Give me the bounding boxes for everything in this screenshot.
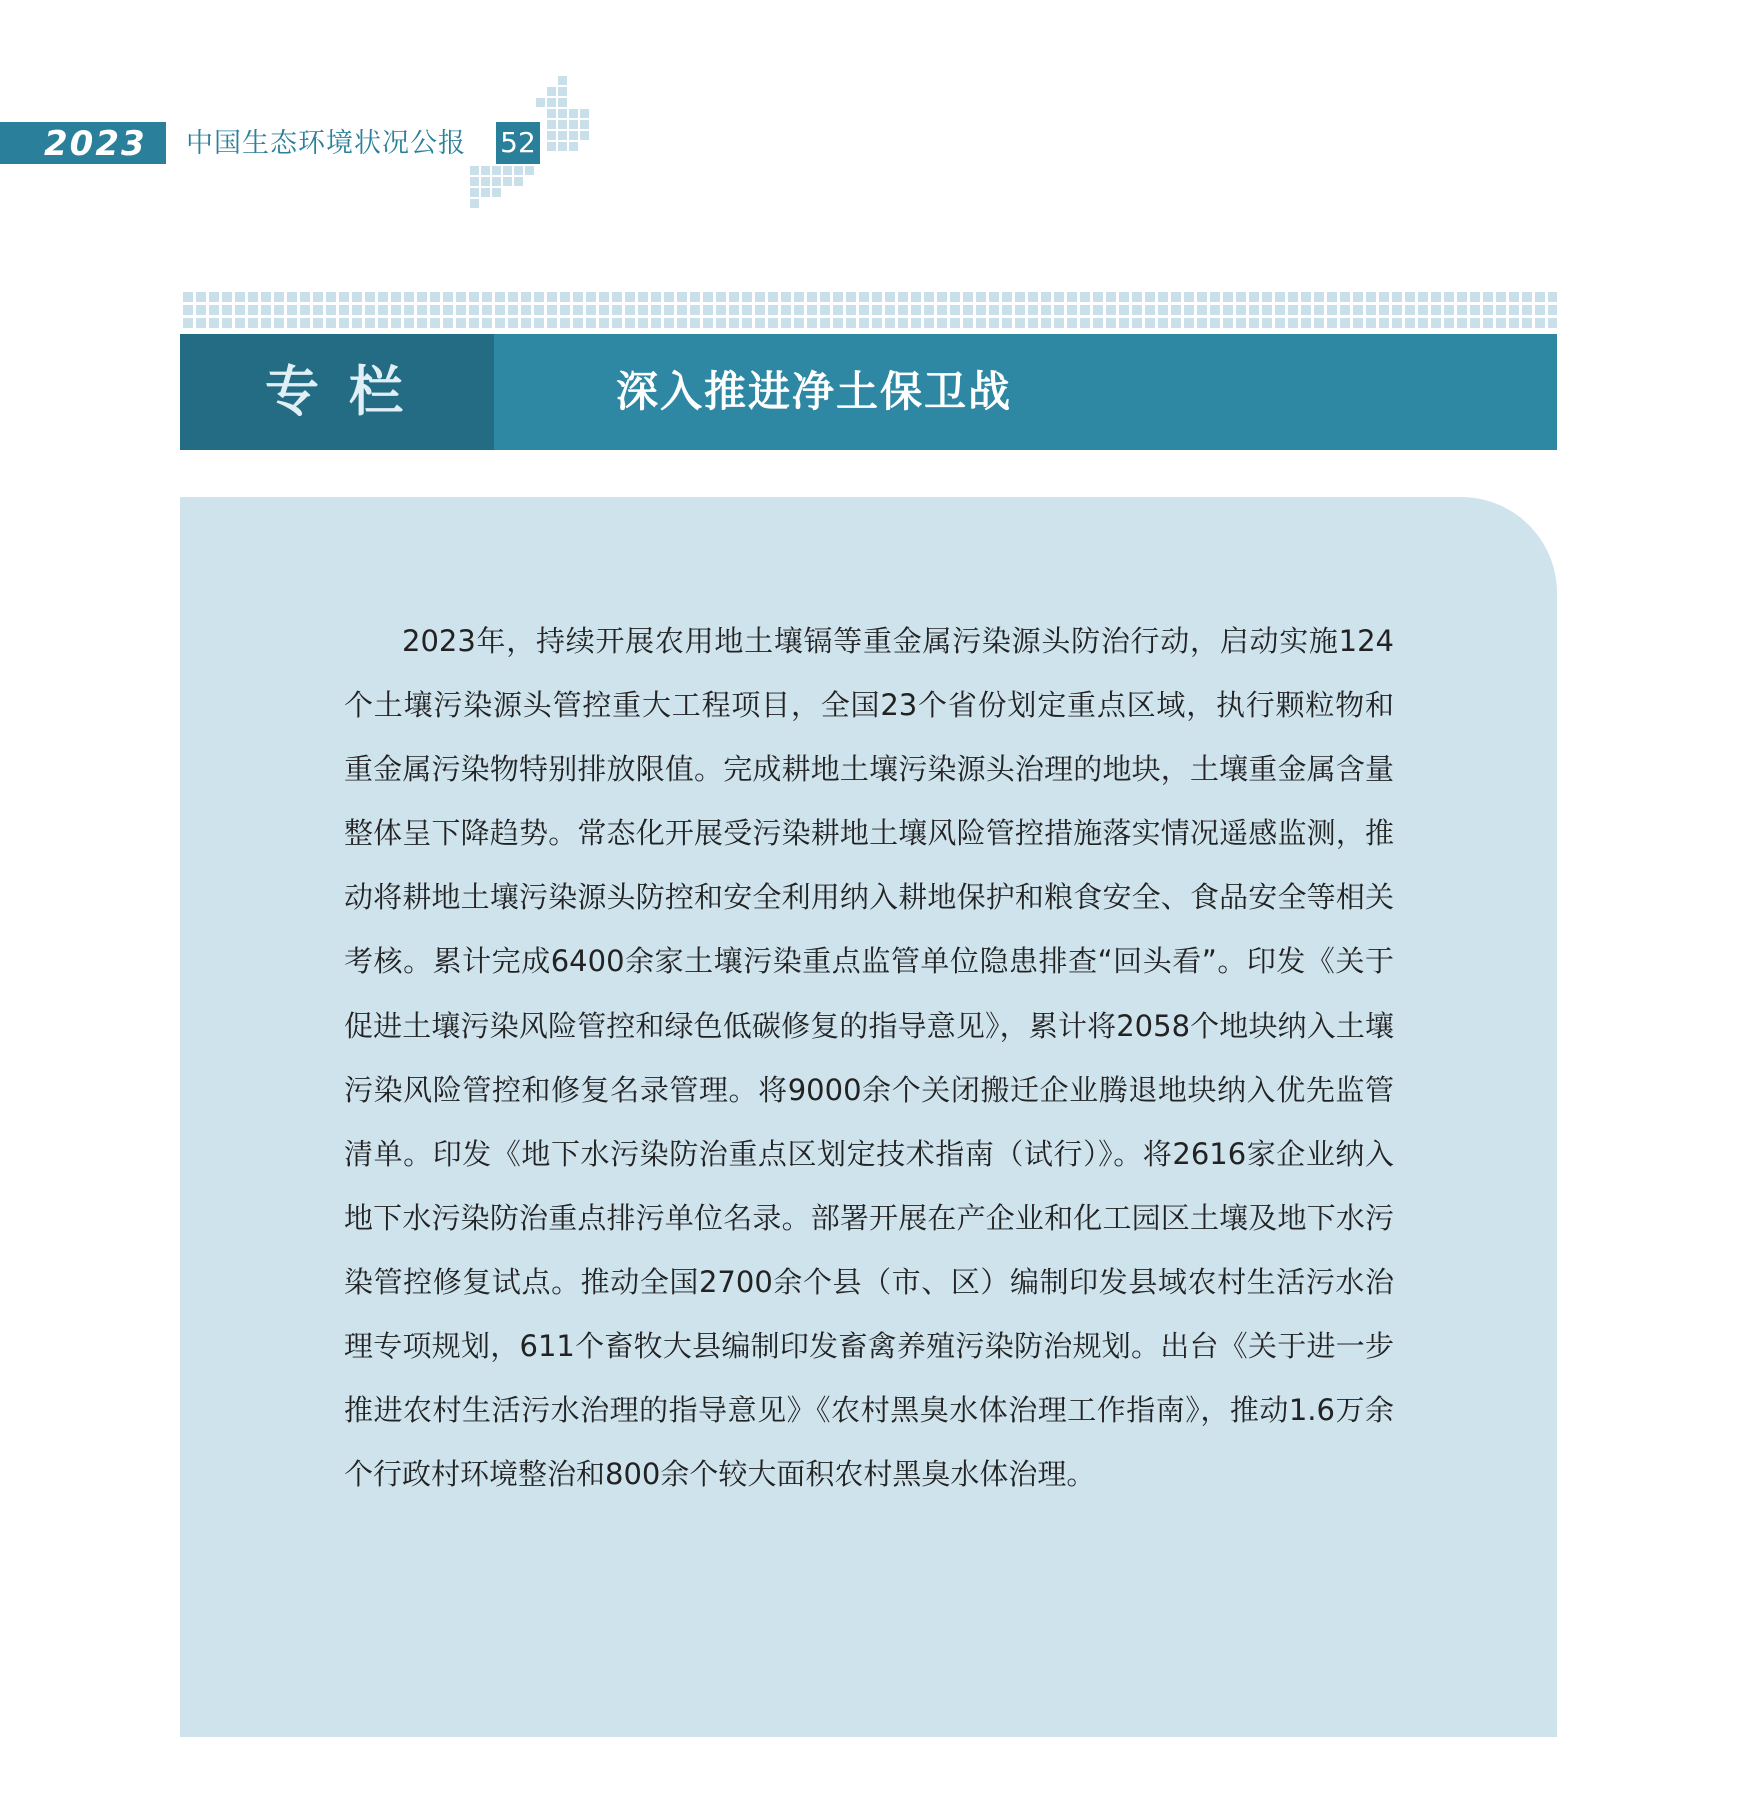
page-number: 52: [496, 122, 540, 164]
header-year: 2023: [44, 124, 147, 164]
column-title: 深入推进净土保卫战: [615, 367, 1012, 416]
column-banner: [180, 334, 1557, 450]
column-content-panel: [180, 497, 1557, 1737]
column-label: 专栏: [265, 360, 433, 423]
header-report-title: 中国生态环境状况公报: [186, 128, 466, 159]
dotted-band: [180, 289, 1557, 331]
column-body-paragraph: 2023年，持续开展农用地土壤镉等重金属污染源头防治行动，启动实施124个土壤污染源头管控重大工程项目，全国23个省份划定重点区域，执行颗粒物和重金属污染物特别排放限值。完成耕地土壤污染源头治理的地块，土壤重金属含量整体呈下降趋势。常态化开展受污染耕地土壤风险管控措施落实情况遥感监测，推动将耕地土壤污染源头防控和安全利用纳入耕地保护和粮食安全、食品安全等相关考核。累计完成6400余家土壤污染重点监管单位隐患排查“回头看”。印发《关于促进土壤污染风险管控和绿色低碳修复的指导意见》，累计将2058个地块纳入土壤污染风险管控和修复名录管理。将9000余个关闭搬迁企业腾退地块纳入优先监管清单。印发《地下水污染防治重点区划定技术指南（试行）》。将2616家企业纳入地下水污染防治重点排污单位名录。部署开展在产企业和化工园区土壤及地下水污染管控修复试点。推动全国2700余个县（市、区）编制印发县域农村生活污水治理专项规划，611个畜牧大县编制印发畜禽养殖污染防治规划。出台《关于进一步推进农村生活污水治理的指导意见》《农村黑臭水体治理工作指南》，推动1.6万余个行政村环境整治和800余个较大面积农村黑臭水体治理。: [344, 624, 1394, 1492]
